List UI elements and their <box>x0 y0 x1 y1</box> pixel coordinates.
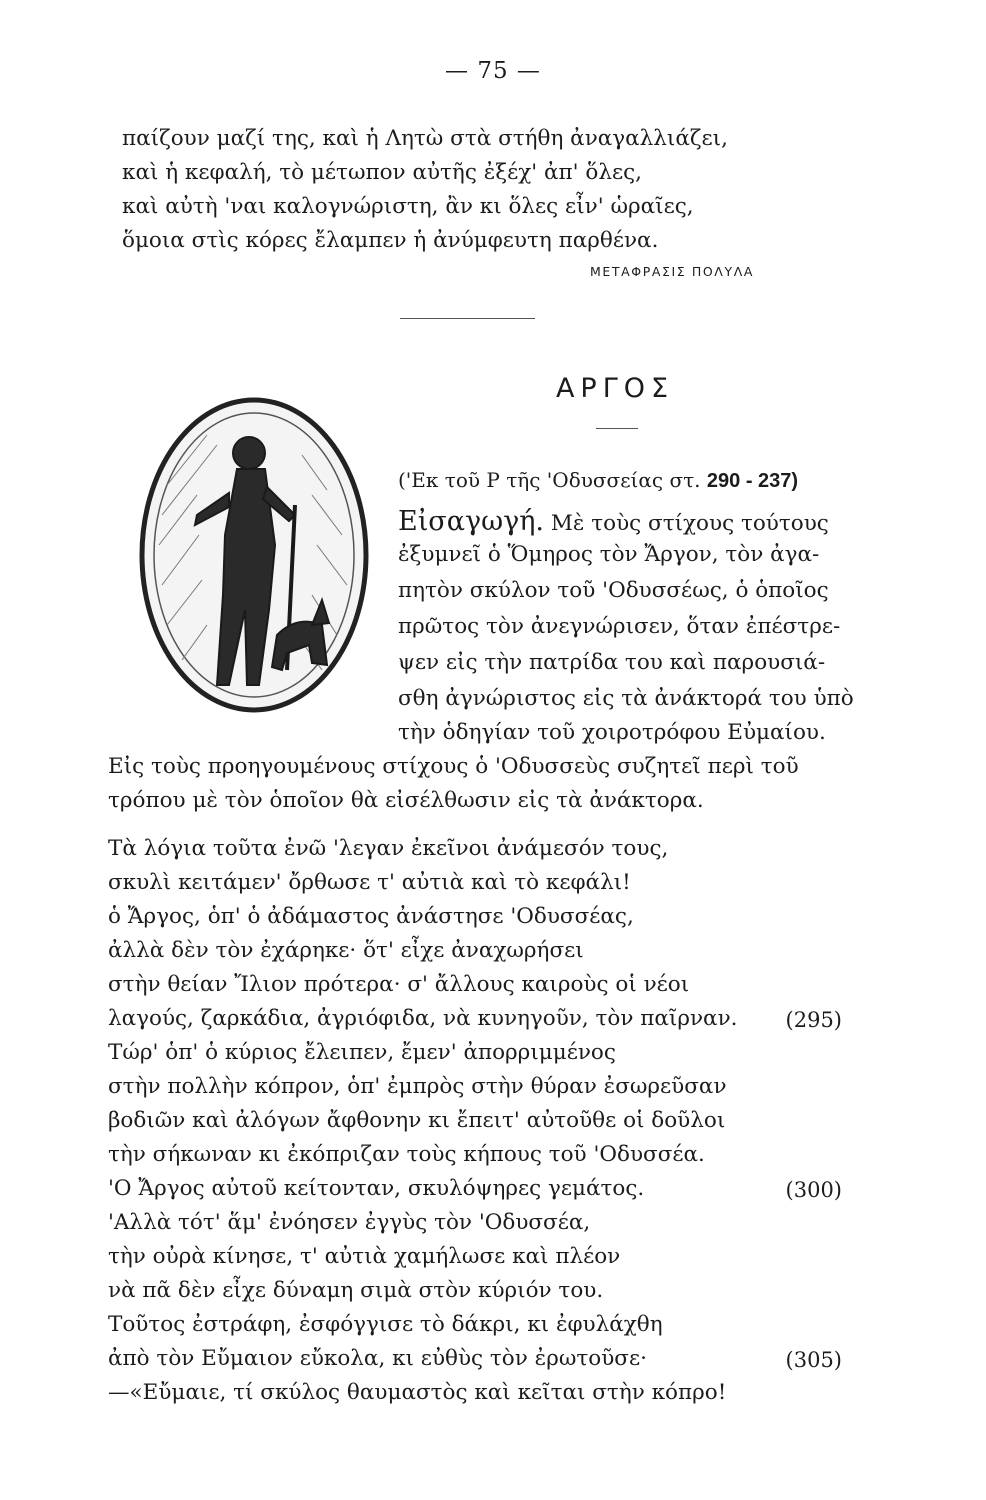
poem-line-1: παίζουν μαζί της, καὶ ἡ Λητὼ στὰ στήθη ἀναγαλλιάζει, <box>122 126 728 151</box>
verse-line: Τώρ' ὁπ' ὁ κύριος ἔλειπεν, ἔμεν' ἀπορριμμένος <box>108 1040 616 1065</box>
intro-line-8: Εἰς τοὺς προηγουμένους στίχους ὁ 'Οδυσσεὺς συζητεῖ περὶ τοῦ <box>108 754 799 779</box>
verse-line: ἀλλὰ δὲν τὸν ἐχάρηκε· ὅτ' εἶχε ἀναχωρήσει <box>108 938 584 963</box>
verse-line: 'Ο Ἄργος αὐτοῦ κείτονταν, σκυλόψηρες γεμάτος. <box>108 1176 645 1201</box>
intro-line-3: πητὸν σκύλον τοῦ 'Οδυσσέως, ὁ ὁποῖος <box>398 578 829 603</box>
intro-text-1: Μὲ τοὺς στίχους τούτους <box>550 511 829 536</box>
verse-number: (300) <box>785 1178 842 1202</box>
verse-line: τὴν οὐρὰ κίνησε, τ' αὐτιὰ χαμήλωσε καὶ πλέον <box>108 1244 621 1269</box>
verse-line: νὰ πᾶ δὲν εἶχε δύναμη σιμὰ στὸν κύριόν του. <box>108 1278 604 1303</box>
verse-number: (295) <box>785 1008 842 1032</box>
intro-line-1 <box>398 508 829 535</box>
intro-line-4: πρῶτος τὸν ἀνεγνώρισεν, ὅταν ἐπέστρε- <box>398 614 841 639</box>
verse-line: στὴν θείαν Ἴλιον πρότερα· σ' ἄλλους καιροὺς οἱ νέοι <box>108 972 690 997</box>
intro-line-2: ἐξυμνεῖ ὁ Ὅμηρος τὸν Ἄργον, τὸν ἀγα- <box>398 542 820 567</box>
reference-citation <box>398 468 798 493</box>
translation-credit: ΜΕΤΑΦΡΑΣΙΣ ΠΟΛΥΛΑ <box>590 264 754 279</box>
verse-line: τὴν σήκωναν κι ἐκόπριζαν τοὺς κήπους τοῦ 'Οδυσσέα. <box>108 1142 705 1167</box>
poem-line-4: ὅμοια στὶς κόρες ἔλαμπεν ἡ ἀνύμφευτη παρθένα. <box>122 228 659 253</box>
intro-line-5: ψεν εἰς τὴν πατρίδα του καὶ παρουσιά- <box>398 650 826 675</box>
poem-line-3: καὶ αὐτὴ 'ναι καλογνώριστη, ἂν κι ὅλες εἶν' ὡραῖες, <box>122 194 694 219</box>
verse-line: στὴν πολλὴν κόπρον, ὁπ' ἐμπρὸς στὴν θύραν ἐσωρεῦσαν <box>108 1074 727 1099</box>
poem-line-2: καὶ ἡ κεφαλή, τὸ μέτωπον αὐτῆς ἐξέχ' ἀπ' ὅλες, <box>122 160 642 185</box>
intro-lead: Εἰσαγωγή. <box>398 506 545 537</box>
verse-line: Τὰ λόγια τοῦτα ἐνῶ 'λεγαν ἐκεῖνοι ἀνάμεσόν τους, <box>108 836 669 861</box>
ancient-coin-illustration <box>137 395 372 715</box>
verse-number: (305) <box>785 1348 842 1372</box>
intro-line-6: σθη ἀγνώριστος εἰς τὰ ἀνάκτορά του ὑπὸ <box>398 686 854 711</box>
verse-line: —«Εὔμαιε, τί σκύλος θαυμαστὸς καὶ κεῖται στὴν κόπρο! <box>108 1380 727 1405</box>
intro-line-9: τρόπου μὲ τὸν ὁποῖον θὰ εἰσέλθωσιν εἰς τὰ ἀνάκτορα. <box>108 788 704 813</box>
reference-prefix: ('Εκ τοῦ Ρ τῆς 'Οδυσσείας στ. <box>398 468 701 492</box>
verse-line: ἀπὸ τὸν Εὔμαιον εὔκολα, κι εὐθὺς τὸν ἐρωτοῦσε· <box>108 1346 647 1371</box>
title-underline <box>596 428 638 429</box>
verse-line: βοδιῶν καὶ ἀλόγων ἄφθονην κι ἔπειτ' αὐτοῦθε οἱ δοῦλοι <box>108 1108 726 1133</box>
verse-line: 'Αλλὰ τότ' ἅμ' ἐνόησεν ἐγγὺς τὸν 'Οδυσσέα, <box>108 1210 591 1235</box>
verse-line: σκυλὶ κειτάμεν' ὄρθωσε τ' αὐτιὰ καὶ τὸ κεφάλι! <box>108 870 631 895</box>
page-number: — 75 — <box>445 58 541 84</box>
intro-line-7: τὴν ὁδηγίαν τοῦ χοιροτρόφου Εὐμαίου. <box>398 720 826 745</box>
verse-line: ὁ Ἄργος, ὁπ' ὁ ἀδάμαστος ἀνάστησε 'Οδυσσέας, <box>108 904 634 929</box>
verse-line: Τοῦτος ἐστράφη, ἐσφόγγισε τὸ δάκρι, κι ἐφυλάχθη <box>108 1312 663 1337</box>
reference-range: 290 - 237) <box>706 470 799 492</box>
section-divider <box>400 318 535 319</box>
verse-line: λαγούς, ζαρκάδια, ἀγριόφιδα, νὰ κυνηγοῦν, τὸν παῖρναν. <box>108 1006 738 1031</box>
section-title: ΑΡΓΟΣ <box>555 373 675 404</box>
